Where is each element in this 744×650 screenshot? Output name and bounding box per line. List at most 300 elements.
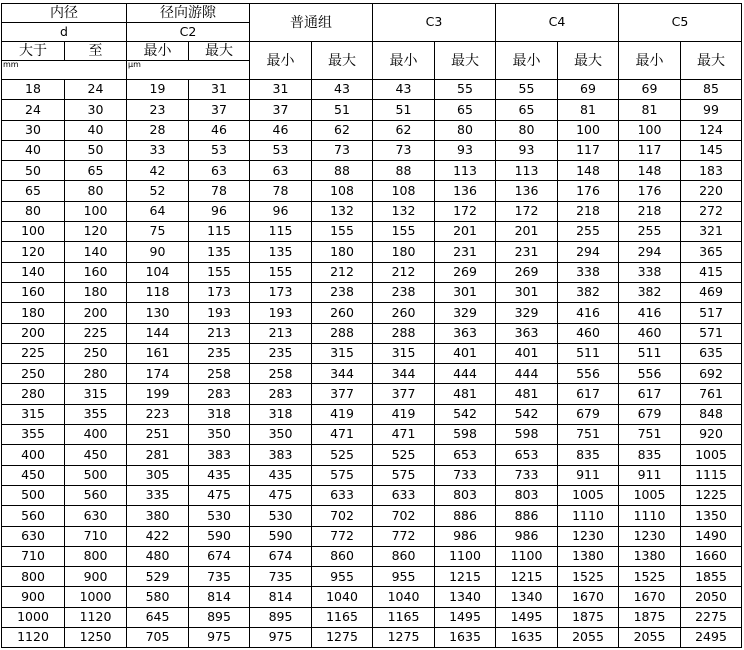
cell-c5-max: 848 [681,404,742,424]
cell-c5-min: 416 [619,303,681,323]
cell-c3-max: 1340 [435,587,496,607]
cell-c4-max: 69 [558,80,619,100]
cell-c3-max: 1100 [435,546,496,566]
cell-c3-max: 803 [435,485,496,505]
cell-c3-max: 231 [435,242,496,262]
clearance-header: 径向游隙 [127,4,250,23]
cell-c4-max: 1005 [558,485,619,505]
table-row [2,80,742,100]
cell-over: 900 [2,587,65,607]
cell-c2-min: 28 [127,120,189,140]
group-c2-header: C2 [127,23,250,42]
cell-c3-max: 363 [435,323,496,343]
cell-over: 40 [2,140,65,160]
cell-c4-max: 100 [558,120,619,140]
cell-c3-max: 201 [435,222,496,242]
table-row [2,222,742,242]
cell-c5-max: 1225 [681,485,742,505]
cell-c4-min: 269 [496,262,558,282]
cell-c4-min: 1100 [496,546,558,566]
cell-c5-min: 176 [619,181,681,201]
table-row [2,404,742,424]
cell-c3-max: 401 [435,343,496,363]
cell-c2-max: 590 [189,526,250,546]
cell-over: 355 [2,425,65,445]
cell-c5-max: 183 [681,161,742,181]
cell-c2-min: 52 [127,181,189,201]
cell-c4-min: 886 [496,506,558,526]
cell-normal-min: 895 [250,607,312,627]
cell-over: 1120 [2,628,65,648]
table-row [2,445,742,465]
cell-normal-max: 702 [312,506,373,526]
cell-incl: 315 [65,384,127,404]
cell-c3-max: 1495 [435,607,496,627]
cell-incl: 560 [65,485,127,505]
cell-c2-min: 199 [127,384,189,404]
cell-c4-min: 444 [496,364,558,384]
cell-c4-min: 80 [496,120,558,140]
normal-max-header: 最大 [312,42,373,80]
cell-c5-min: 81 [619,100,681,120]
cell-c4-max: 1380 [558,546,619,566]
cell-c5-max: 920 [681,425,742,445]
cell-c2-max: 115 [189,222,250,242]
cell-normal-max: 88 [312,161,373,181]
cell-incl: 250 [65,343,127,363]
cell-c3-max: 269 [435,262,496,282]
cell-c3-min: 73 [373,140,435,160]
cell-c5-min: 218 [619,201,681,221]
cell-over: 200 [2,323,65,343]
cell-c4-min: 363 [496,323,558,343]
cell-c3-max: 113 [435,161,496,181]
cell-c3-min: 288 [373,323,435,343]
cell-normal-min: 173 [250,282,312,302]
cell-c4-max: 679 [558,404,619,424]
table-row [2,303,742,323]
cell-incl: 200 [65,303,127,323]
cell-c4-min: 733 [496,465,558,485]
cell-c2-max: 78 [189,181,250,201]
cell-c3-max: 733 [435,465,496,485]
cell-c3-max: 172 [435,201,496,221]
cell-c5-min: 69 [619,80,681,100]
cell-normal-min: 53 [250,140,312,160]
cell-normal-max: 344 [312,364,373,384]
cell-c4-min: 1635 [496,628,558,648]
cell-c5-max: 99 [681,100,742,120]
cell-over: 250 [2,364,65,384]
cell-c5-min: 2055 [619,628,681,648]
cell-normal-min: 975 [250,628,312,648]
cell-c3-max: 481 [435,384,496,404]
cell-over: 65 [2,181,65,201]
cell-c2-max: 975 [189,628,250,648]
cell-normal-min: 63 [250,161,312,181]
cell-c3-min: 108 [373,181,435,201]
group-c3-header: C3 [373,4,496,42]
c2-max-header: 最大 [189,42,250,61]
table-row [2,343,742,363]
cell-over: 100 [2,222,65,242]
cell-normal-min: 96 [250,201,312,221]
cell-c5-max: 469 [681,282,742,302]
cell-normal-max: 108 [312,181,373,201]
cell-c3-max: 886 [435,506,496,526]
cell-normal-min: 37 [250,100,312,120]
cell-c3-max: 1635 [435,628,496,648]
cell-normal-max: 51 [312,100,373,120]
c3-max-header: 最大 [435,42,496,80]
cell-c2-max: 895 [189,607,250,627]
cell-c2-max: 383 [189,445,250,465]
bore-symbol: d [2,23,127,42]
table-row [2,120,742,140]
cell-incl: 1250 [65,628,127,648]
table-row [2,607,742,627]
cell-normal-max: 73 [312,140,373,160]
cell-normal-max: 238 [312,282,373,302]
cell-normal-max: 419 [312,404,373,424]
cell-c5-max: 2495 [681,628,742,648]
cell-c2-min: 422 [127,526,189,546]
cell-c2-min: 305 [127,465,189,485]
table-row [2,567,742,587]
c2-min-header: 最小 [127,42,189,61]
cell-c2-min: 33 [127,140,189,160]
cell-c2-min: 480 [127,546,189,566]
c5-min-header: 最小 [619,42,681,80]
cell-incl: 355 [65,404,127,424]
cell-c5-min: 1380 [619,546,681,566]
group-c4-header: C4 [496,4,619,42]
cell-c5-max: 1660 [681,546,742,566]
table-row [2,282,742,302]
cell-c2-min: 104 [127,262,189,282]
c5-max-header: 最大 [681,42,742,80]
cell-over: 120 [2,242,65,262]
cell-normal-min: 530 [250,506,312,526]
cell-c2-max: 814 [189,587,250,607]
cell-c4-min: 301 [496,282,558,302]
cell-c5-max: 1350 [681,506,742,526]
cell-c4-min: 136 [496,181,558,201]
cell-c5-max: 1115 [681,465,742,485]
cell-c5-min: 511 [619,343,681,363]
cell-normal-max: 1040 [312,587,373,607]
cell-c5-min: 148 [619,161,681,181]
cell-normal-min: 155 [250,262,312,282]
cell-incl: 900 [65,567,127,587]
cell-c2-max: 318 [189,404,250,424]
cell-normal-max: 860 [312,546,373,566]
over-header: 大于 [2,42,65,61]
cell-c4-max: 2055 [558,628,619,648]
cell-normal-min: 193 [250,303,312,323]
cell-c3-max: 93 [435,140,496,160]
cell-incl: 1120 [65,607,127,627]
cell-c5-min: 338 [619,262,681,282]
cell-c4-min: 113 [496,161,558,181]
cell-normal-min: 735 [250,567,312,587]
cell-normal-max: 132 [312,201,373,221]
cell-c4-max: 1525 [558,567,619,587]
table-row [2,181,742,201]
table-row [2,140,742,160]
cell-c2-min: 529 [127,567,189,587]
cell-over: 1000 [2,607,65,627]
table-row [2,323,742,343]
cell-c4-min: 401 [496,343,558,363]
cell-c2-max: 213 [189,323,250,343]
cell-c5-min: 556 [619,364,681,384]
cell-c3-max: 55 [435,80,496,100]
cell-normal-max: 377 [312,384,373,404]
cell-c3-min: 377 [373,384,435,404]
c4-min-header: 最小 [496,42,558,80]
cell-normal-max: 633 [312,485,373,505]
normal-min-header: 最小 [250,42,312,80]
cell-c2-min: 335 [127,485,189,505]
cell-c4-max: 416 [558,303,619,323]
cell-c3-min: 238 [373,282,435,302]
cell-c2-min: 118 [127,282,189,302]
cell-c3-max: 65 [435,100,496,120]
cell-c2-max: 173 [189,282,250,302]
cell-c4-max: 460 [558,323,619,343]
cell-normal-min: 46 [250,120,312,140]
cell-over: 18 [2,80,65,100]
cell-c2-max: 235 [189,343,250,363]
cell-c4-min: 201 [496,222,558,242]
table-row [2,242,742,262]
cell-incl: 100 [65,201,127,221]
table-row [2,161,742,181]
cell-normal-min: 283 [250,384,312,404]
cell-c2-min: 251 [127,425,189,445]
cell-c3-max: 444 [435,364,496,384]
cell-c4-min: 1495 [496,607,558,627]
cell-incl: 24 [65,80,127,100]
cell-incl: 140 [65,242,127,262]
cell-c5-min: 751 [619,425,681,445]
cell-c5-max: 415 [681,262,742,282]
cell-c2-max: 258 [189,364,250,384]
cell-incl: 30 [65,100,127,120]
table-row [2,364,742,384]
cell-c5-min: 1875 [619,607,681,627]
cell-c5-max: 1855 [681,567,742,587]
cell-c4-max: 1230 [558,526,619,546]
cell-incl: 65 [65,161,127,181]
clearance-unit: μm [127,61,250,80]
cell-c3-min: 43 [373,80,435,100]
cell-c3-min: 702 [373,506,435,526]
cell-c2-max: 135 [189,242,250,262]
cell-c4-max: 338 [558,262,619,282]
cell-over: 180 [2,303,65,323]
cell-normal-min: 383 [250,445,312,465]
cell-incl: 450 [65,445,127,465]
cell-c5-min: 911 [619,465,681,485]
cell-c5-max: 124 [681,120,742,140]
table-body [2,80,742,648]
cell-c4-max: 911 [558,465,619,485]
cell-c2-min: 23 [127,100,189,120]
cell-c4-max: 148 [558,161,619,181]
cell-normal-min: 435 [250,465,312,485]
cell-normal-min: 235 [250,343,312,363]
cell-c5-max: 145 [681,140,742,160]
cell-c2-max: 46 [189,120,250,140]
cell-c3-min: 525 [373,445,435,465]
cell-over: 80 [2,201,65,221]
cell-over: 630 [2,526,65,546]
cell-c3-min: 1165 [373,607,435,627]
cell-c4-max: 511 [558,343,619,363]
group-c5-header: C5 [619,4,742,42]
cell-c3-max: 301 [435,282,496,302]
cell-normal-max: 471 [312,425,373,445]
cell-c5-min: 617 [619,384,681,404]
cell-incl: 80 [65,181,127,201]
cell-c4-min: 172 [496,201,558,221]
cell-c4-max: 117 [558,140,619,160]
cell-incl: 225 [65,323,127,343]
cell-c3-max: 136 [435,181,496,201]
cell-incl: 1000 [65,587,127,607]
cell-c5-max: 692 [681,364,742,384]
cell-c4-min: 653 [496,445,558,465]
cell-c4-max: 382 [558,282,619,302]
cell-c3-min: 575 [373,465,435,485]
cell-c3-min: 633 [373,485,435,505]
cell-c3-min: 772 [373,526,435,546]
cell-c5-max: 635 [681,343,742,363]
cell-c3-min: 62 [373,120,435,140]
cell-c3-min: 212 [373,262,435,282]
cell-c3-min: 315 [373,343,435,363]
cell-c2-max: 63 [189,161,250,181]
cell-incl: 160 [65,262,127,282]
group-normal-header: 普通组 [250,4,373,42]
cell-c5-min: 294 [619,242,681,262]
cell-normal-min: 213 [250,323,312,343]
cell-c5-max: 761 [681,384,742,404]
table-row [2,201,742,221]
cell-c3-max: 986 [435,526,496,546]
cell-c4-min: 231 [496,242,558,262]
cell-c3-min: 1275 [373,628,435,648]
cell-c4-min: 65 [496,100,558,120]
cell-c2-min: 281 [127,445,189,465]
cell-over: 800 [2,567,65,587]
cell-over: 400 [2,445,65,465]
cell-c5-max: 2050 [681,587,742,607]
cell-c5-min: 1230 [619,526,681,546]
cell-c5-max: 85 [681,80,742,100]
table-row [2,425,742,445]
cell-c2-min: 705 [127,628,189,648]
cell-c2-min: 161 [127,343,189,363]
cell-c3-min: 155 [373,222,435,242]
cell-incl: 710 [65,526,127,546]
cell-normal-min: 590 [250,526,312,546]
cell-c5-min: 382 [619,282,681,302]
cell-c2-max: 96 [189,201,250,221]
cell-incl: 280 [65,364,127,384]
cell-normal-min: 78 [250,181,312,201]
cell-c2-min: 19 [127,80,189,100]
cell-c2-min: 174 [127,364,189,384]
cell-c5-max: 272 [681,201,742,221]
cell-c2-max: 435 [189,465,250,485]
cell-c5-min: 1670 [619,587,681,607]
table-row [2,384,742,404]
cell-normal-max: 525 [312,445,373,465]
cell-c2-max: 475 [189,485,250,505]
cell-c3-min: 180 [373,242,435,262]
table-row [2,628,742,648]
cell-c5-max: 365 [681,242,742,262]
cell-c5-max: 321 [681,222,742,242]
cell-c4-max: 81 [558,100,619,120]
cell-c5-max: 2275 [681,607,742,627]
cell-incl: 500 [65,465,127,485]
cell-c4-min: 542 [496,404,558,424]
cell-c3-min: 1040 [373,587,435,607]
cell-normal-max: 315 [312,343,373,363]
cell-over: 280 [2,384,65,404]
cell-c2-min: 144 [127,323,189,343]
cell-c5-max: 1490 [681,526,742,546]
cell-over: 160 [2,282,65,302]
cell-c2-min: 580 [127,587,189,607]
cell-c2-min: 90 [127,242,189,262]
cell-c5-min: 460 [619,323,681,343]
cell-c5-max: 517 [681,303,742,323]
table-row [2,506,742,526]
cell-incl: 120 [65,222,127,242]
cell-normal-max: 155 [312,222,373,242]
cell-c3-max: 329 [435,303,496,323]
cell-c4-max: 218 [558,201,619,221]
cell-normal-max: 212 [312,262,373,282]
cell-normal-max: 955 [312,567,373,587]
cell-c3-min: 88 [373,161,435,181]
cell-c4-min: 481 [496,384,558,404]
cell-c3-min: 860 [373,546,435,566]
cell-c4-min: 1340 [496,587,558,607]
cell-normal-min: 135 [250,242,312,262]
cell-over: 500 [2,485,65,505]
cell-c3-min: 344 [373,364,435,384]
cell-c2-max: 155 [189,262,250,282]
cell-c5-max: 1005 [681,445,742,465]
cell-c4-min: 1215 [496,567,558,587]
cell-c3-max: 653 [435,445,496,465]
cell-normal-min: 350 [250,425,312,445]
cell-c2-max: 37 [189,100,250,120]
cell-c2-min: 223 [127,404,189,424]
cell-c3-max: 598 [435,425,496,445]
cell-c5-min: 100 [619,120,681,140]
cell-normal-min: 115 [250,222,312,242]
cell-normal-max: 1165 [312,607,373,627]
cell-c3-max: 80 [435,120,496,140]
cell-c5-min: 255 [619,222,681,242]
